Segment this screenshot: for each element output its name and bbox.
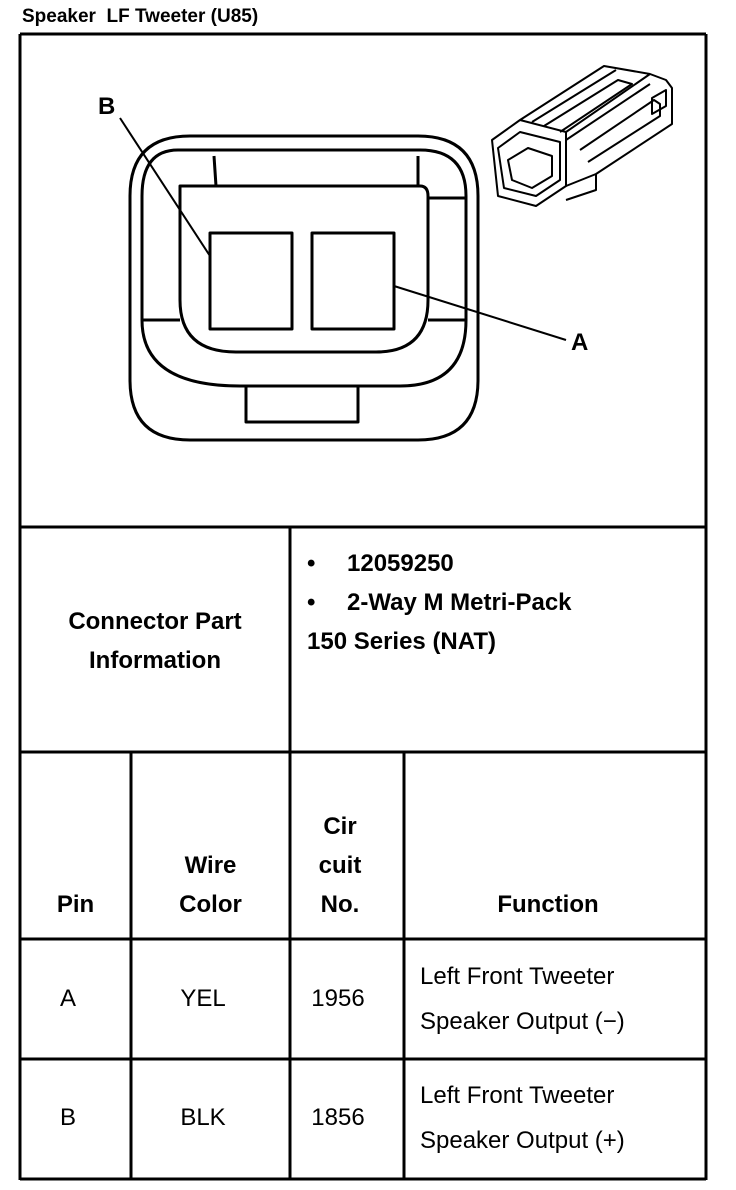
header-wire-color <box>131 846 290 924</box>
row-b-circuit: 1856 <box>311 1104 365 1131</box>
header-circuit-no <box>290 807 390 924</box>
connector-isometric-icon <box>492 66 672 206</box>
row-b-function-line1: Left Front Tweeter <box>420 1082 615 1109</box>
bullet-icon: • <box>307 550 316 577</box>
bullet-icon: • <box>307 589 316 616</box>
callout-label-b: B <box>98 93 116 120</box>
row-a-wire-color: YEL <box>180 985 226 1012</box>
header-circuit-line3: No. <box>320 891 360 918</box>
row-b-pin: B <box>59 1104 76 1131</box>
connector-type-item <box>307 583 572 622</box>
connector-mating-face <box>180 186 428 352</box>
part-number-item <box>307 544 454 583</box>
header-function: Function <box>497 891 599 918</box>
row-a-circuit: 1956 <box>311 985 365 1012</box>
connector-info-label <box>20 602 290 680</box>
header-circuit-line1: Cir <box>323 813 357 840</box>
terminal-cavity-a <box>312 233 394 329</box>
header-circuit-line2: cuit <box>318 852 362 879</box>
connector-type: 2-Way M Metri-Pack <box>347 589 572 616</box>
connector-info-label-line2: Information <box>89 647 221 674</box>
row-b-function-line2: Speaker Output (+) <box>420 1127 625 1154</box>
header-pin: Pin <box>56 891 95 918</box>
connector-info-label-line1: Connector Part <box>68 608 242 635</box>
connector-outer-housing <box>130 136 478 440</box>
part-number: 12059250 <box>347 550 454 577</box>
connector-series: 150 Series (NAT) <box>307 628 496 655</box>
connector-lock-tab <box>246 386 358 422</box>
row-b-wire-color: BLK <box>180 1104 226 1131</box>
row-a-function-line2: Speaker Output (−) <box>420 1008 625 1035</box>
page-title: Speaker LF Tweeter (U85) <box>22 6 259 27</box>
row-a-pin: A <box>59 985 76 1012</box>
connector-face-diagram <box>0 0 736 527</box>
callout-label-a: A <box>571 329 589 356</box>
header-wire-color-line2: Color <box>179 891 242 918</box>
header-wire-color-line1: Wire <box>184 852 237 879</box>
row-a-function-line1: Left Front Tweeter <box>420 963 615 990</box>
terminal-cavity-b <box>210 233 292 329</box>
